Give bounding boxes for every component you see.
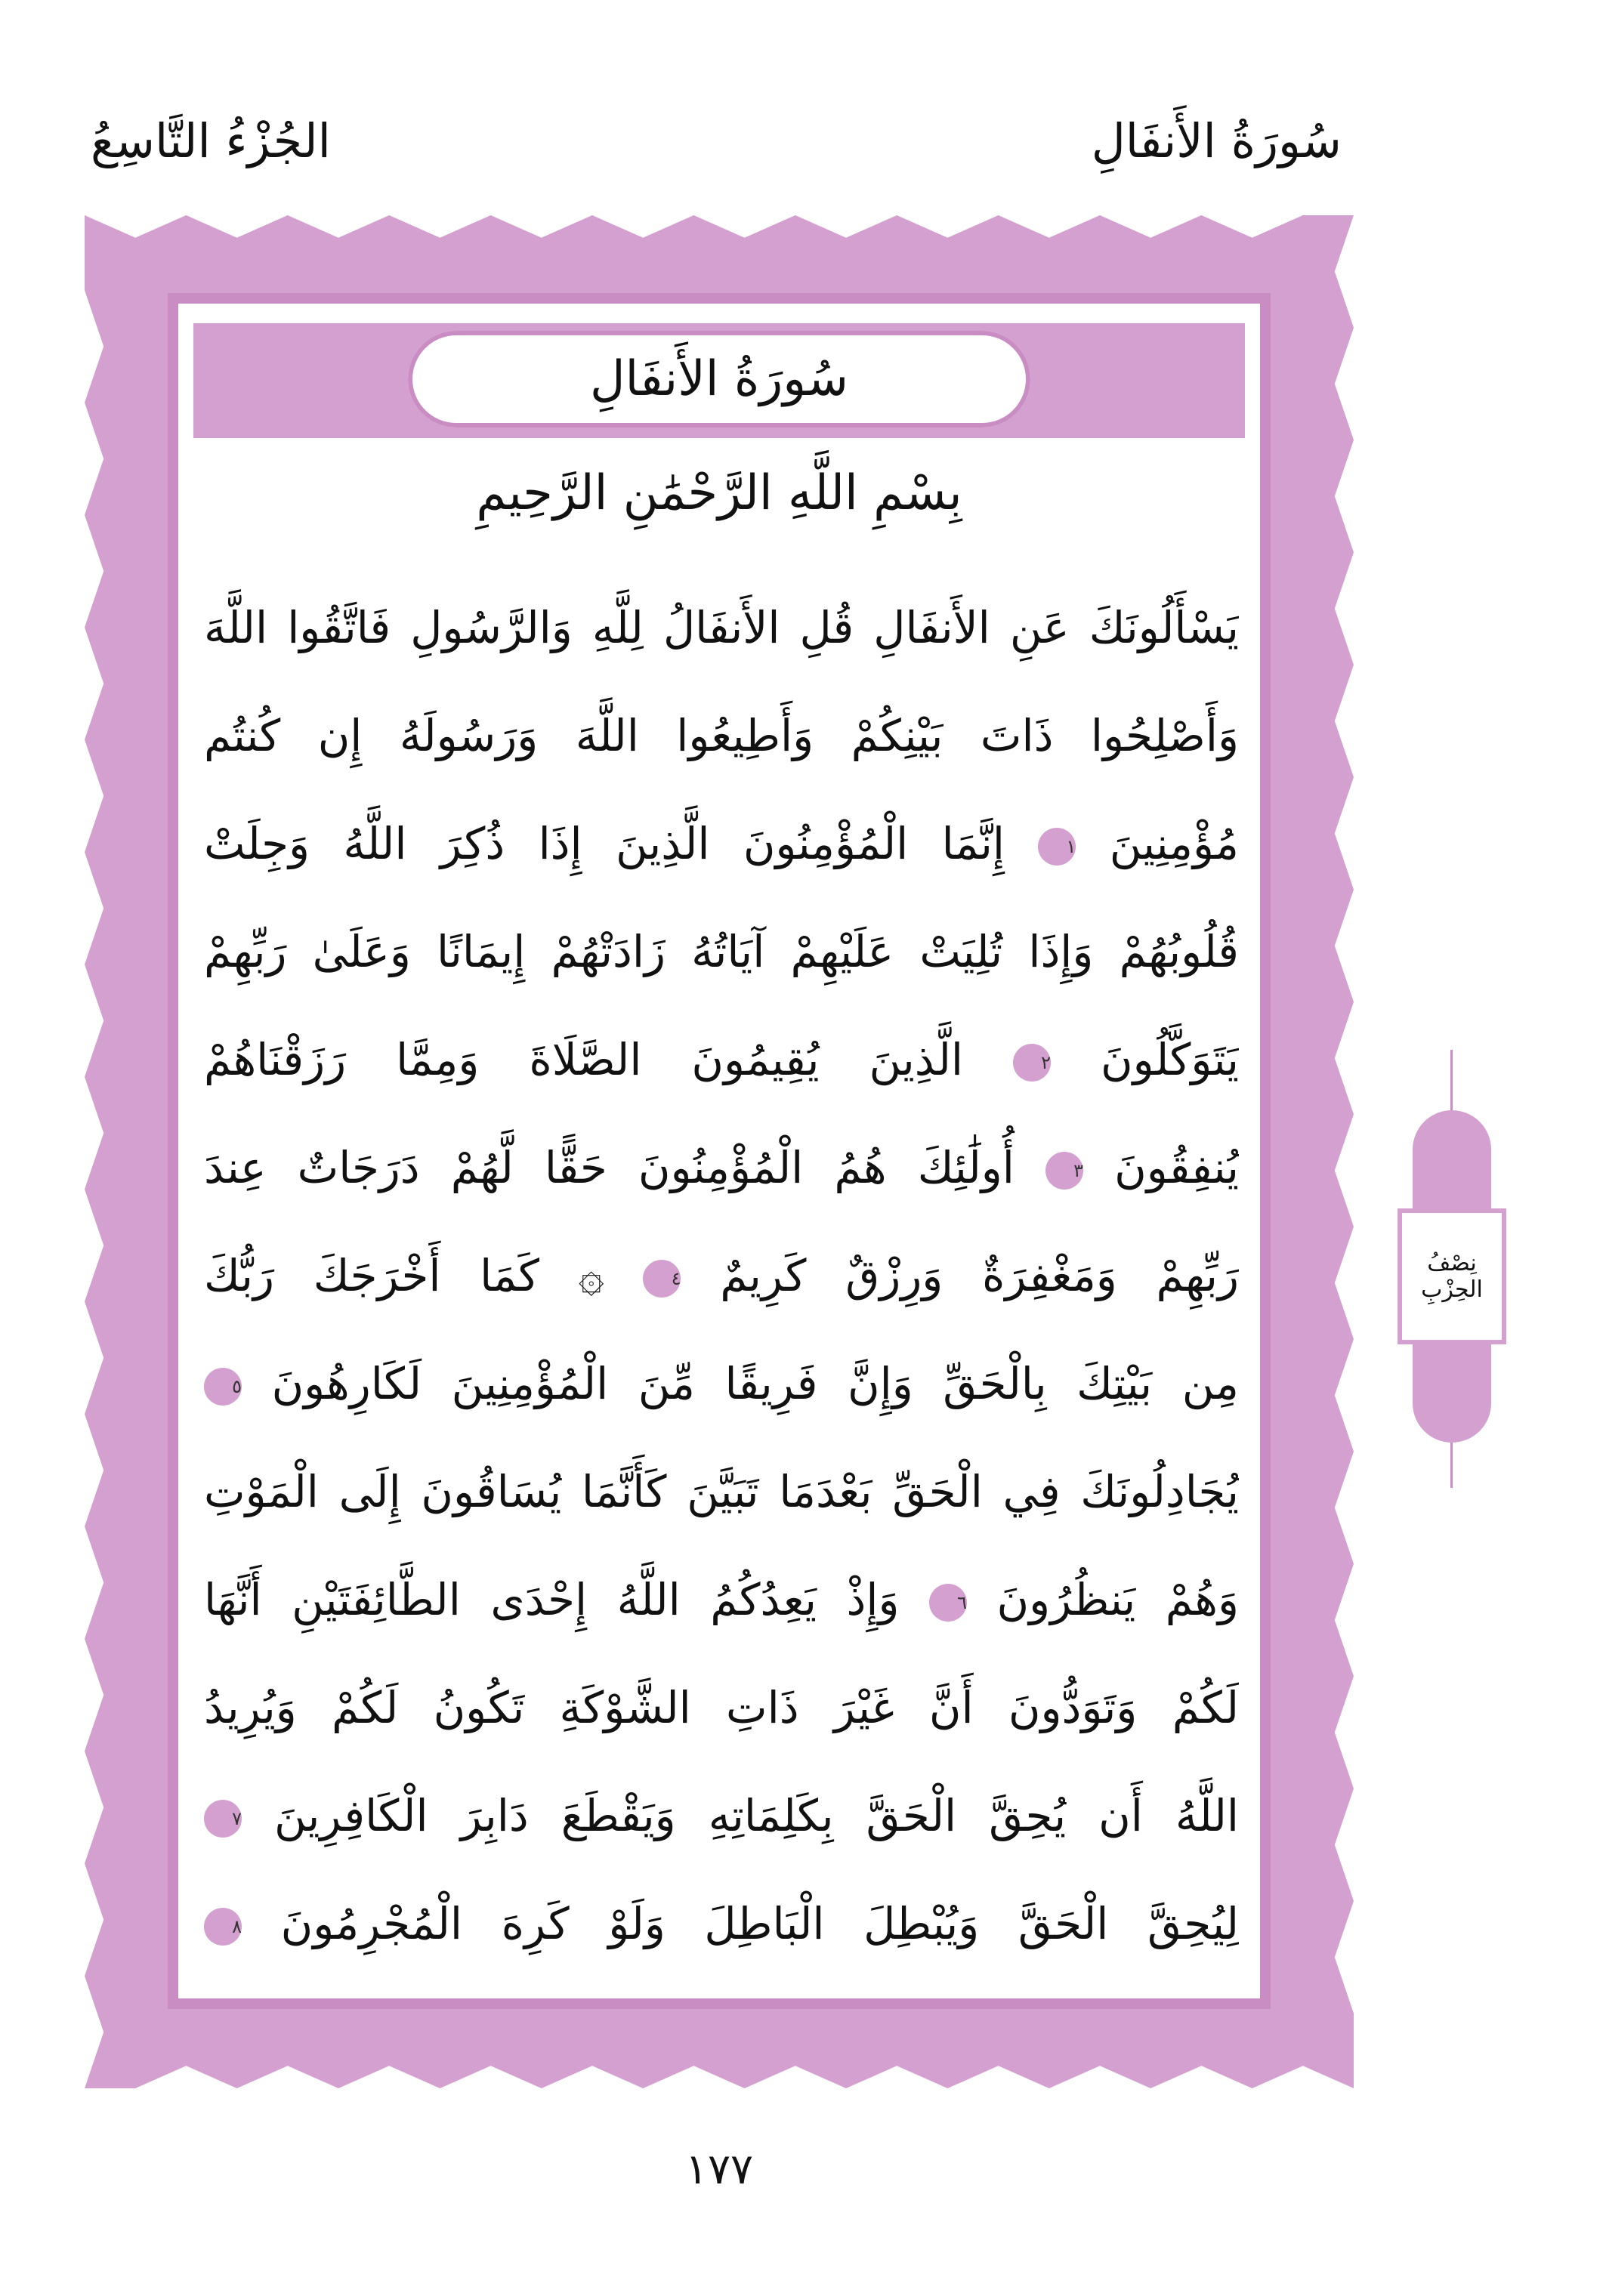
hizb-marker-bottom-ornament (1413, 1329, 1491, 1443)
basmala: بِسْمِ اللَّهِ الرَّحْمَٰنِ الرَّحِيمِ (476, 465, 962, 521)
verse-line-10 (204, 1546, 1239, 1654)
verse-text: وَهُمْ يَنظُرُونَ (996, 1574, 1239, 1625)
ayah-marker: ٣ (1045, 1152, 1083, 1190)
verse-text: الَّذِينَ يُقِيمُونَ الصَّلَاةَ وَمِمَّا رَزَقْنَاهُمْ (204, 1034, 964, 1085)
ayah-marker: ٤ (643, 1260, 681, 1298)
verse-text: إِنَّمَا الْمُؤْمِنُونَ الَّذِينَ إِذَا ذُكِرَ اللَّهُ وَجِلَتْ (204, 818, 1005, 869)
verse-text: يَسْأَلُونَكَ عَنِ الأَنفَالِ قُلِ الأَنفَالُ لِلَّهِ وَالرَّسُولِ فَاتَّقُوا اللَّهَ (204, 602, 1239, 653)
verse-line-6 (204, 1114, 1239, 1222)
verse-text: رَبِّهِمْ وَمَغْفِرَةٌ وَرِزْقٌ كَرِيمٌ (720, 1250, 1239, 1301)
verse-line-3 (204, 790, 1239, 898)
verse-line-5 (204, 1006, 1239, 1114)
hizb-marker-top-ornament (1413, 1110, 1491, 1224)
verse-text: يُنفِقُونَ (1114, 1142, 1239, 1193)
verse-line-9 (204, 1438, 1239, 1546)
verse-line-12 (204, 1762, 1239, 1870)
verse-line-4 (204, 898, 1239, 1006)
verse-text: يُجَادِلُونَكَ فِي الْحَقِّ بَعْدَمَا تَبَيَّنَ كَأَنَّمَا يُسَاقُونَ إِلَى الْمَوْتِ (204, 1466, 1239, 1517)
hizb-marker (1398, 1208, 1506, 1344)
verse-text: وَإِذْ يَعِدُكُمُ اللَّهُ إِحْدَى الطَّائِفَتَيْنِ أَنَّهَا (204, 1574, 900, 1625)
verse-line-7 (204, 1222, 1239, 1330)
page-number: ١٧٧ (684, 2145, 754, 2194)
ayah-marker: ٧ (204, 1800, 242, 1838)
verse-text: اللَّهُ أَن يُحِقَّ الْحَقَّ بِكَلِمَاتِهِ وَيَقْطَعَ دَابِرَ الْكَافِرِينَ (274, 1790, 1239, 1841)
hizb-marker-line2: الحِزْبِ (1421, 1276, 1483, 1303)
juz-header: الجُزْءُ التَّاسِعُ (91, 113, 331, 168)
ayah-marker: ٦ (929, 1584, 967, 1622)
hizb-marker-line1: نِصْفُ (1427, 1250, 1477, 1276)
surah-header: سُورَةُ الأَنفَالِ (1091, 113, 1342, 168)
verse-text: يَتَوَكَّلُونَ (1101, 1034, 1239, 1085)
surah-title: سُورَةُ الأَنفَالِ (590, 351, 848, 407)
verse-line-1 (204, 574, 1239, 682)
verse-line-13 (204, 1870, 1239, 1978)
verse-text: وَأَصْلِحُوا ذَاتَ بَيْنِكُمْ وَأَطِيعُوا اللَّهَ وَرَسُولَهُ إِن كُنتُم (204, 710, 1239, 761)
ayah-marker: ٨ (204, 1908, 242, 1946)
ayah-marker: ٥ (204, 1368, 242, 1406)
verse-text: لِيُحِقَّ الْحَقَّ وَيُبْطِلَ الْبَاطِلَ وَلَوْ كَرِهَ الْمُجْرِمُونَ (280, 1898, 1239, 1949)
verse-lines (204, 574, 1239, 1978)
verse-text: قُلُوبُهُمْ وَإِذَا تُلِيَتْ عَلَيْهِمْ آيَاتُهُ زَادَتْهُمْ إِيمَانًا وَعَلَىٰ رَبِّهِمْ (204, 926, 1239, 977)
verse-text: مُؤْمِنِينَ (1109, 818, 1239, 869)
ayah-marker: ٢ (1013, 1044, 1051, 1082)
verse-text: لَكُمْ وَتَوَدُّونَ أَنَّ غَيْرَ ذَاتِ الشَّوْكَةِ تَكُونُ لَكُمْ وَيُرِيدُ (204, 1682, 1239, 1733)
verse-line-11 (204, 1654, 1239, 1762)
verse-text: مِن بَيْتِكَ بِالْحَقِّ وَإِنَّ فَرِيقًا مِّنَ الْمُؤْمِنِينَ لَكَارِهُونَ (271, 1358, 1239, 1409)
verse-text: ۞ كَمَا أَخْرَجَكَ رَبُّكَ (204, 1250, 604, 1301)
verse-text: أُولَٰئِكَ هُمُ الْمُؤْمِنُونَ حَقًّا لَّهُمْ دَرَجَاتٌ عِندَ (204, 1142, 1015, 1193)
ayah-marker: ١ (1038, 828, 1076, 866)
verse-line-2 (204, 682, 1239, 790)
verse-line-8 (204, 1330, 1239, 1438)
